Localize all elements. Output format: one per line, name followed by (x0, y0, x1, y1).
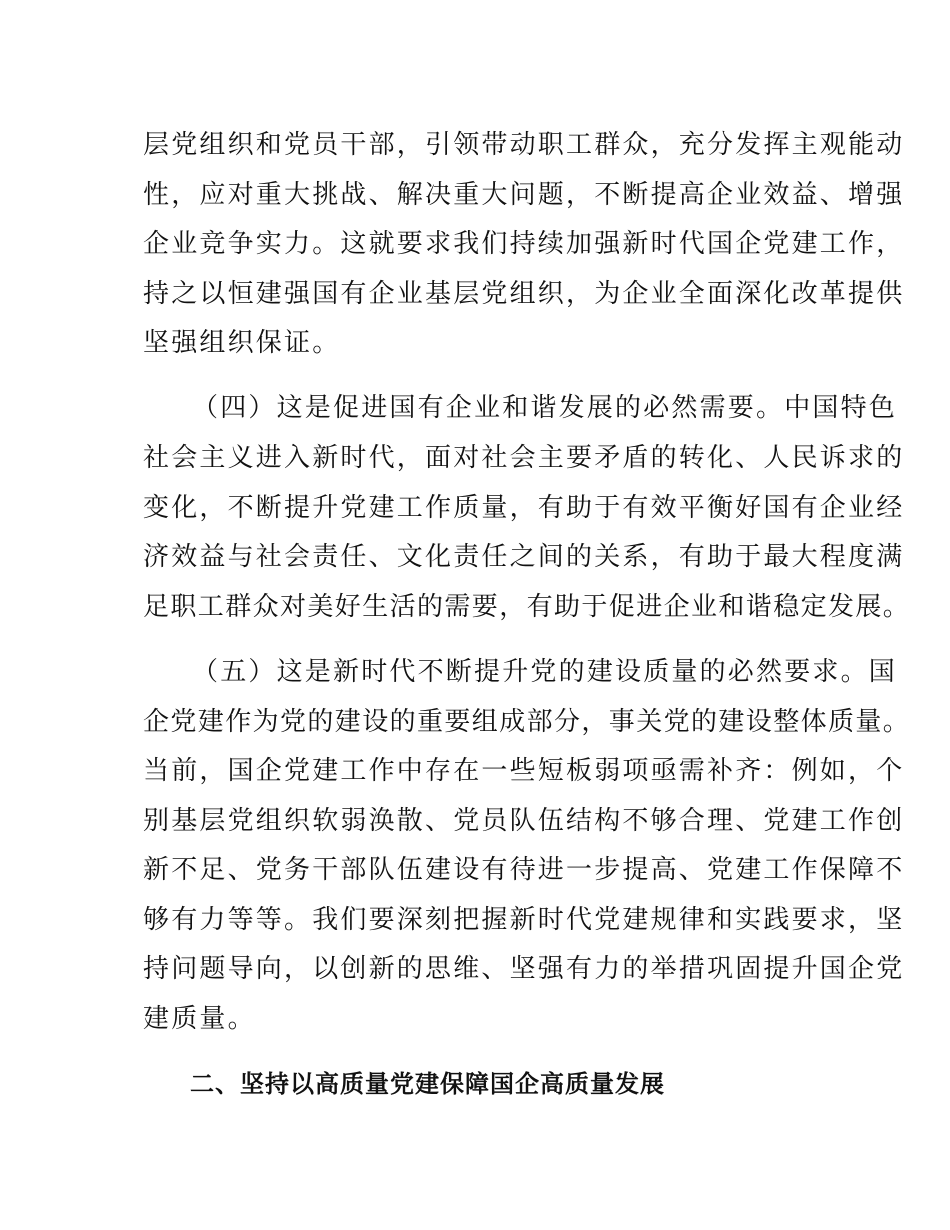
text-line: 社会主义进入新时代，面对社会主要矛盾的转化、人民诉求的 (143, 443, 905, 473)
text-line: 济效益与社会责任、文化责任之间的关系，有助于最大程度满 (143, 542, 905, 572)
text-line: （五）这是新时代不断提升党的建设质量的必然要求。国 (192, 657, 898, 687)
text-line: 层党组织和党员干部，引领带动职工群众，充分发挥主观能动 (143, 130, 905, 160)
text-line: 企党建作为党的建设的重要组成部分，事关党的建设整体质量。 (143, 707, 911, 737)
section-heading: 二、坚持以高质量党建保障国企高质量发展 (190, 1070, 665, 1098)
text-line: 足职工群众对美好生活的需要，有助于促进企业和谐稳定发展。 (143, 592, 911, 622)
text-line: （四）这是促进国有企业和谐发展的必然需要。中国特色 (192, 393, 898, 423)
text-line: 坚强组织保证。 (143, 328, 341, 358)
text-line: 别基层党组织软弱涣散、党员队伍结构不够合理、党建工作创 (143, 806, 905, 836)
text-line: 企业竞争实力。这就要求我们持续加强新时代国企党建工作， (143, 229, 905, 259)
text-line: 性，应对重大挑战、解决重大问题，不断提高企业效益、增强 (143, 180, 905, 210)
text-line: 建质量。 (143, 1004, 256, 1034)
text-line: 持问题导向，以创新的思维、坚强有力的举措巩固提升国企党 (143, 954, 905, 984)
text-line: 持之以恒建强国有企业基层党组织，为企业全面深化改革提供 (143, 279, 905, 309)
text-line: 当前，国企党建工作中存在一些短板弱项亟需补齐：例如，个 (143, 756, 905, 786)
text-line: 够有力等等。我们要深刻把握新时代党建规律和实践要求，坚 (143, 905, 905, 935)
text-line: 新不足、党务干部队伍建设有待进一步提高、党建工作保障不 (143, 855, 905, 885)
text-line: 变化，不断提升党建工作质量，有助于有效平衡好国有企业经 (143, 493, 905, 523)
